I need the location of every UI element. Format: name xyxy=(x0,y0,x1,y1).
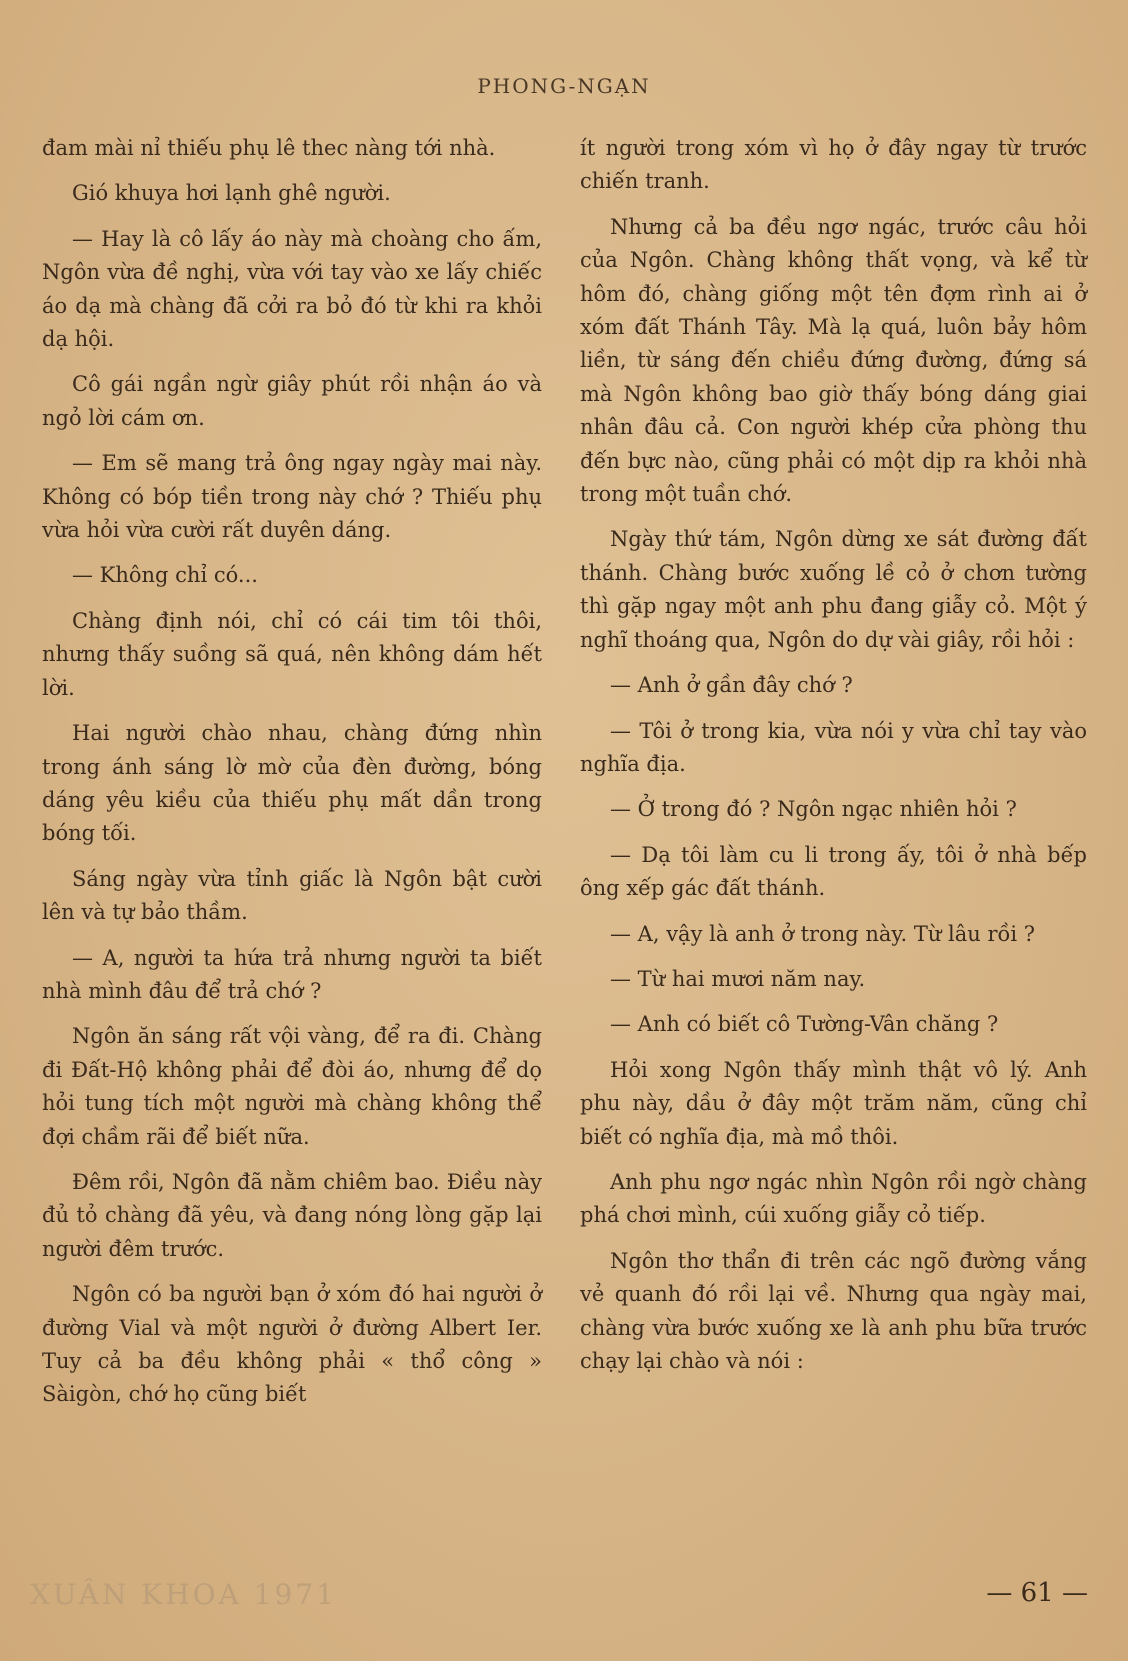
paragraph: đam mài nỉ thiếu phụ lê thec nàng tới nhà. xyxy=(42,136,496,160)
paragraph: Ngôn ăn sáng rất vội vàng, để ra đi. Chàng đi Đất-Hộ không phải để đòi áo, nhưng để dọ hỏi tung tích một người mà chàng không thể đợi chầm rãi để biết nữa. xyxy=(42,1024,542,1149)
paragraph: — A, người ta hứa trả nhưng người ta biết nhà mình đâu để trả chớ ? xyxy=(42,945,542,1003)
paragraph: — Anh ở gần đây chớ ? xyxy=(610,673,853,698)
paragraph: Hỏi xong Ngôn thấy mình thật vô lý. Anh phu này, dầu ở đây một trăm năm, cũng chỉ biết có nghĩa địa, mà mồ thôi. xyxy=(580,1057,1087,1149)
page-number: — 61 — xyxy=(986,1578,1088,1608)
paragraph: — Hay là cô lấy áo này mà choàng cho ấm, Ngôn vừa đề nghị, vừa với tay vào xe lấy chiếc áo dạ mà chàng đã cởi ra bỏ đó từ khi ra khỏi dạ hội. xyxy=(42,226,542,352)
paragraph: Hai người chào nhau, chàng đứng nhìn trong ánh sáng lờ mờ của đèn đường, bóng dáng yêu kiều của thiếu phụ mất dần trong bóng tối. xyxy=(42,721,542,846)
paragraph: — Tôi ở trong kia, vừa nói y vừa chỉ tay vào nghĩa địa. xyxy=(580,718,1087,776)
paragraph: ít người trong xóm vì họ ở đây ngay từ trước chiến tranh. xyxy=(580,136,1087,194)
page-header: PHONG-NGẠN xyxy=(477,74,651,98)
paragraph: — Không chỉ có... xyxy=(72,563,258,588)
paragraph: Chàng định nói, chỉ có cái tim tôi thôi, nhưng thấy suồng sã quá, nên không dám hết lời. xyxy=(42,608,542,700)
paragraph: Ngôn thơ thẩn đi trên các ngõ đường vắng vẻ quanh đó rồi lại về. Nhưng qua ngày mai, chàng vừa bước xuống xe là anh phu bữa trước chạy lại chào và nói : xyxy=(580,1248,1087,1373)
paragraph: — Anh có biết cô Tường-Vân chăng ? xyxy=(610,1012,999,1037)
paragraph: — Dạ tôi làm cu li trong ấy, tôi ở nhà bếp ông xếp gác đất thánh. xyxy=(580,842,1087,901)
paragraph: Ngày thứ tám, Ngôn dừng xe sát đường đất thánh. Chàng bước xuống lề cỏ ở chơn tường thì gặp ngay một anh phu đang giẫy cỏ. Một ý nghĩ thoáng qua, Ngôn do dự vài giây, rồi hỏi : xyxy=(580,527,1087,652)
paragraph: Cô gái ngần ngừ giây phút rồi nhận áo và ngỏ lời cám ơn. xyxy=(42,372,542,430)
paragraph: Ngôn có ba người bạn ở xóm đó hai người ở đường Vial và một người ở đường Albert Ier. Tuy cả ba đều không phải « thổ công » Sàigòn, chớ họ cũng biết xyxy=(42,1282,542,1407)
right-column xyxy=(580,132,1087,1390)
paragraph: Đêm rồi, Ngôn đã nằm chiêm bao. Điều này đủ tỏ chàng đã yêu, và đang nóng lòng gặp lại người đêm trước. xyxy=(42,1169,542,1261)
paragraph: — Em sẽ mang trả ông ngay ngày mai này. Không có bóp tiền trong này chớ ? Thiếu phụ vừa hỏi vừa cười rất duyên dáng. xyxy=(42,451,542,543)
paragraph: — Từ hai mươi năm nay. xyxy=(610,966,866,991)
paragraph: — Ở trong đó ? Ngôn ngạc nhiên hỏi ? xyxy=(610,797,1017,822)
left-column xyxy=(42,132,542,1424)
paragraph: Nhưng cả ba đều ngơ ngác, trước câu hỏi của Ngôn. Chàng không thất vọng, và kể từ hôm đó, chàng giống một tên đợm rình ai ở xóm đất Thánh Tây. Mà lạ quá, luôn bảy hôm liền, từ sáng đến chiều đứng đường, đứng sá mà Ngôn không bao giờ thấy bóng dáng giai nhân đâu cả. Con người khép cửa phòng thu đến bực nào, cũng phải có một dịp ra khỏi nhà trong một tuần chớ. xyxy=(580,214,1087,507)
paragraph: Gió khuya hơi lạnh ghê người. xyxy=(72,181,391,206)
paragraph: Anh phu ngơ ngác nhìn Ngôn rồi ngờ chàng phá chơi mình, cúi xuống giẫy cỏ tiếp. xyxy=(580,1169,1087,1228)
paragraph: — A, vậy là anh ở trong này. Từ lâu rồi ? xyxy=(610,921,1036,946)
paragraph: Sáng ngày vừa tỉnh giấc là Ngôn bật cười lên và tự bảo thầm. xyxy=(42,866,542,925)
footer-publication: XUÂN KHOA 1971 xyxy=(30,1578,337,1611)
